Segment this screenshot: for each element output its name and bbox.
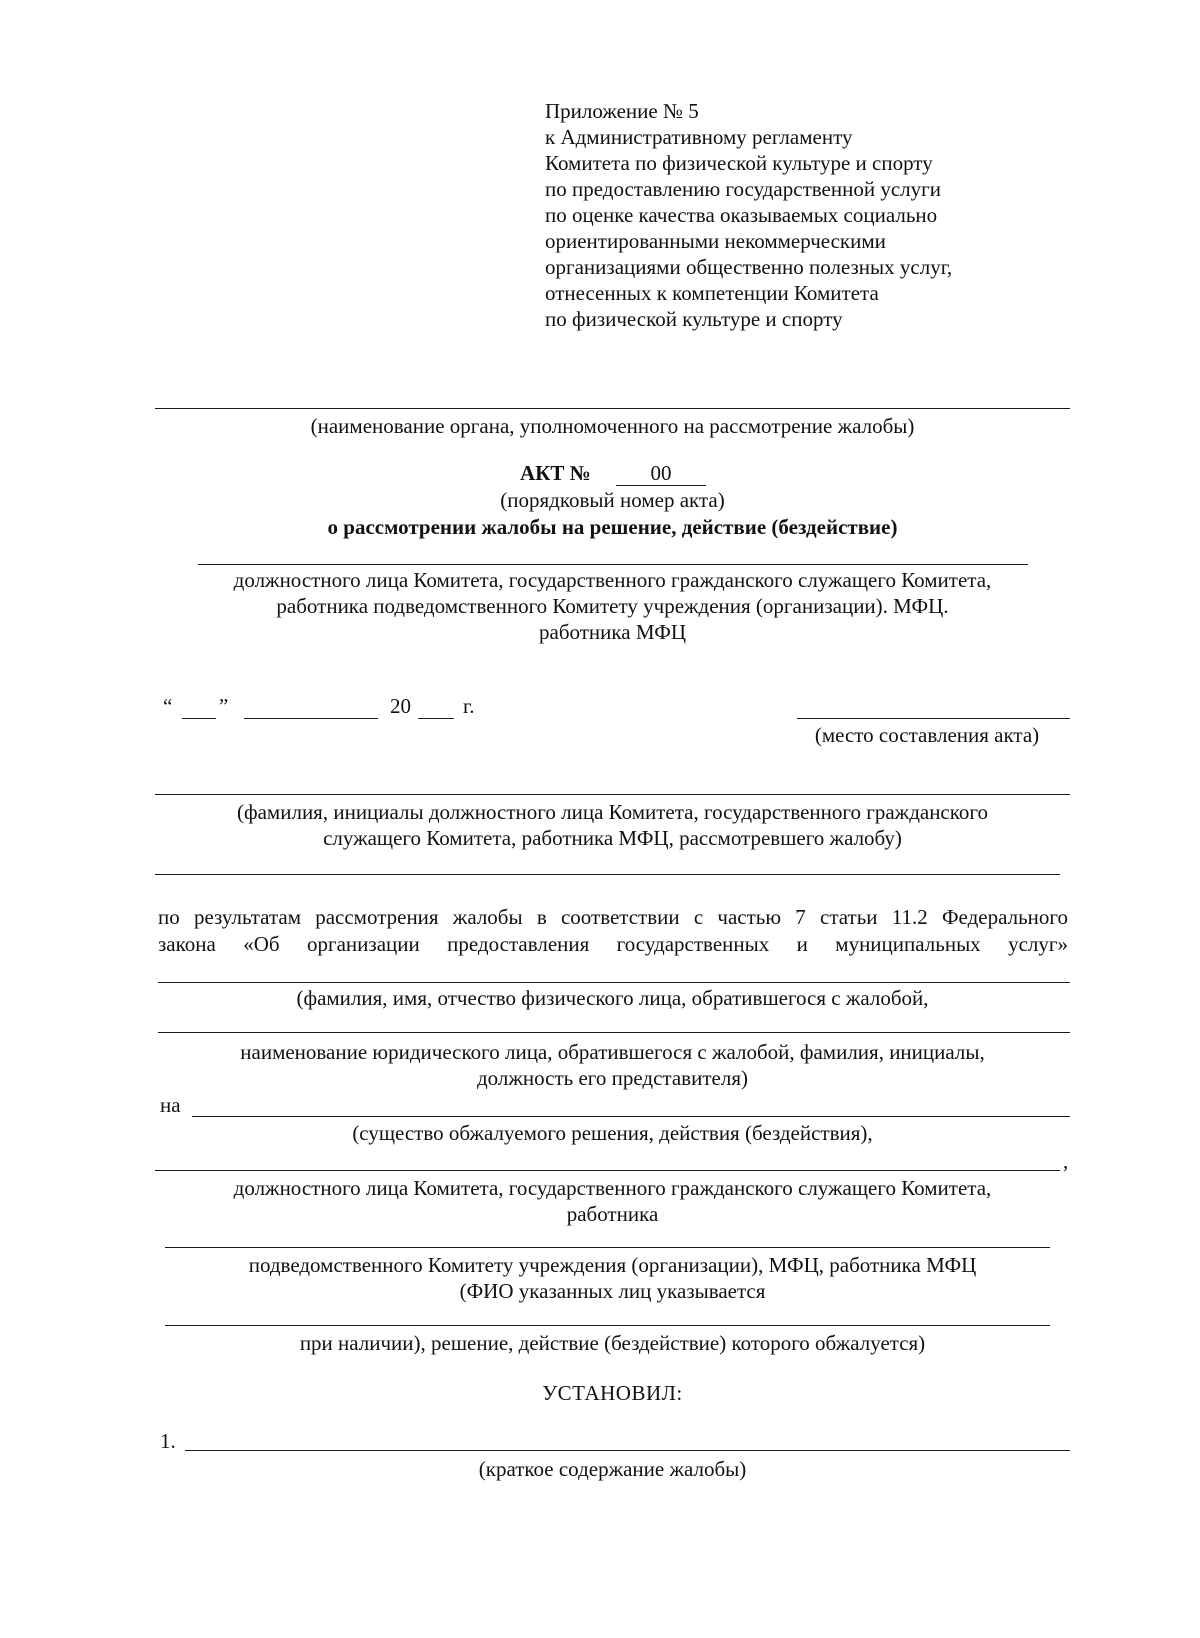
act-label: АКТ № [520, 461, 591, 485]
summary-caption: (краткое содержание жалобы) [478, 1457, 747, 1481]
header-line-7: организациями общественно полезных услуг, [545, 255, 953, 279]
year-prefix: 20 [390, 694, 411, 718]
header-line-1: Приложение № 5 [545, 99, 699, 123]
institution-line [165, 1247, 1050, 1248]
established-heading: УСТАНОВИЛ: [542, 1381, 683, 1405]
header-line-5: по оценке качества оказываемых социально [545, 203, 938, 227]
official-caption-3: работника МФЦ [539, 620, 686, 644]
year-suffix: г. [463, 694, 475, 718]
decision-extra-line [155, 1170, 1060, 1171]
presence-caption: при наличии), решение, действие (бездействие) которого обжалуется) [299, 1331, 926, 1355]
official-line [198, 564, 1028, 565]
header-line-3: Комитета по физической культуре и спорту [545, 151, 933, 175]
organ-name-line [155, 408, 1070, 409]
act-subject: о рассмотрении жалобы на решение, действие (бездействие) [327, 515, 898, 539]
institution-caption-1: подведомственного Комитету учреждения (организации), МФЦ, работника МФЦ [248, 1253, 977, 1277]
decision-caption: (существо обжалуемого решения, действия (бездействия), [352, 1121, 873, 1145]
official-caption-2-1: должностного лица Комитета, государственного гражданского служащего Комитета, [233, 1176, 992, 1200]
month-line [244, 718, 378, 719]
decision-comma: , [1063, 1149, 1069, 1173]
institution-caption-2: (ФИО указанных лиц указывается [459, 1279, 766, 1303]
header-line-6: ориентированными некоммерческими [545, 229, 886, 253]
header-line-8: отнесенных к компетенции Комитета [545, 281, 879, 305]
applicant-line [158, 982, 1070, 983]
legal-caption-1: наименование юридического лица, обратившегося с жалобой, фамилия, инициалы, [240, 1040, 985, 1064]
applicant-caption: (фамилия, имя, отчество физического лица, обратившегося с жалобой, [296, 986, 929, 1010]
act-number: 00 [650, 461, 672, 485]
presence-line [165, 1325, 1050, 1326]
header-line-2: к Административному регламенту [545, 125, 853, 149]
decision-line [192, 1116, 1070, 1117]
item-number: 1. [160, 1429, 176, 1453]
legal-caption-2: должность его представителя) [477, 1066, 748, 1090]
day-line [182, 718, 216, 719]
reviewer-extra-line [155, 874, 1060, 875]
act-number-caption: (порядковый номер акта) [500, 488, 725, 512]
act-number-line [616, 485, 706, 486]
results-text-1: по результатам рассмотрения жалобы в соответствии с частью 7 статьи 11.2 Федерального [158, 905, 1068, 929]
place-caption: (место составления акта) [814, 723, 1040, 747]
summary-line [185, 1450, 1070, 1451]
header-line-9: по физической культуре и спорту [545, 307, 843, 331]
on-label: на [160, 1093, 181, 1117]
official-caption-2: работника подведомственного Комитету учреждения (организации). МФЦ. [276, 594, 949, 618]
organ-caption: (наименование органа, уполномоченного на рассмотрение жалобы) [310, 414, 915, 438]
year-line [418, 718, 454, 719]
legal-entity-line [158, 1032, 1070, 1033]
header-line-4: по предоставлению государственной услуги [545, 177, 941, 201]
official-caption-1: должностного лица Комитета, государственного гражданского служащего Комитета, [233, 568, 992, 592]
official-caption-2-2: работника [566, 1202, 659, 1226]
date-open-quote: “ [163, 694, 173, 718]
reviewer-line [155, 794, 1070, 795]
place-line [797, 718, 1070, 719]
reviewer-caption-2: служащего Комитета, работника МФЦ, рассмотревшего жалобу) [323, 826, 902, 850]
results-text-2: закона «Об организации предоставления государственных и муниципальных услуг» [158, 932, 1068, 956]
reviewer-caption-1: (фамилия, инициалы должностного лица Комитета, государственного гражданского [237, 800, 988, 824]
date-close-quote: ” [219, 694, 229, 718]
